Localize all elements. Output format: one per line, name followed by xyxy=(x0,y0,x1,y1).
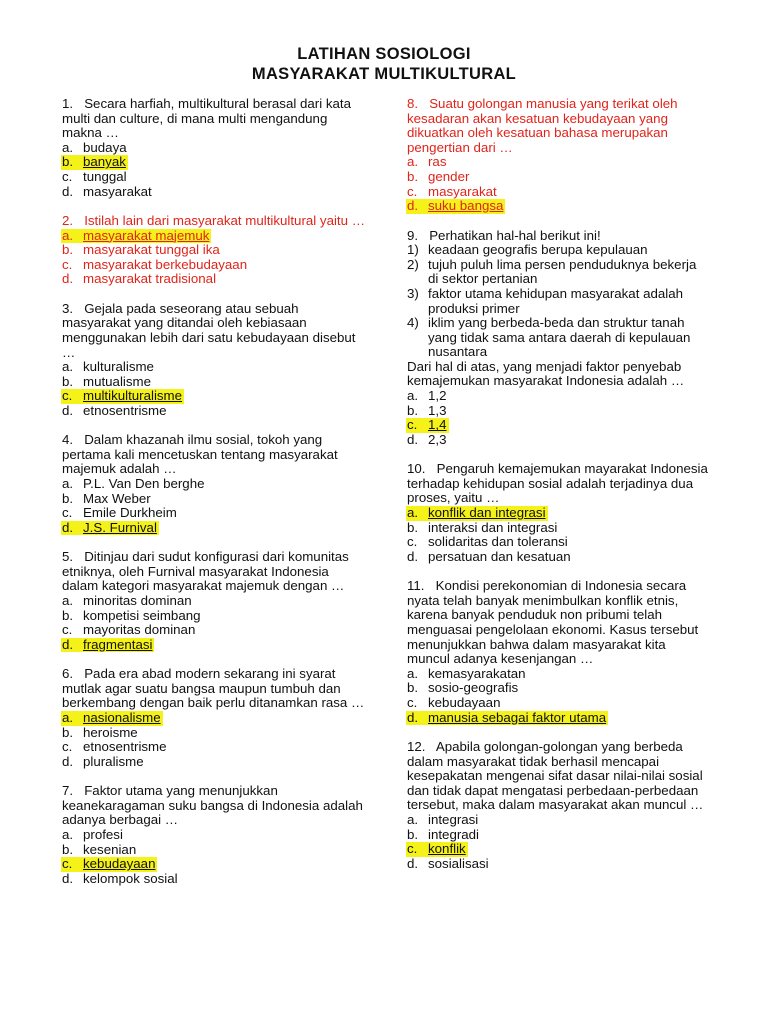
option-text: J.S. Furnival xyxy=(83,519,157,535)
option-text: masyarakat majemuk xyxy=(83,227,210,243)
answer-option xyxy=(62,740,368,755)
statement-text: iklim yang berbeda-beda dan struktur tanah yang tidak sama antara daerah di kepulauan nusantara xyxy=(428,315,691,360)
left-question-column xyxy=(62,97,368,901)
option-text: masyarakat berkebudayaan xyxy=(83,256,248,272)
question-stem xyxy=(62,784,368,828)
option-text: mutualisme xyxy=(83,373,151,389)
option-text: banyak xyxy=(83,154,126,170)
question-item xyxy=(407,740,709,871)
option-text: persatuan dan kesatuan xyxy=(428,548,571,564)
option-text: kelompok sosial xyxy=(83,870,178,886)
question-stem xyxy=(62,302,368,360)
answer-option xyxy=(62,506,368,521)
question-stem xyxy=(407,579,709,667)
option-letter: b. xyxy=(407,826,419,842)
answer-option xyxy=(62,389,368,404)
question-text: Kondisi perekonomian di Indonesia secara nyata telah banyak menimbulkan konflik etnis, karena banyak penduduk non pribumi telah menguasai pengelolaan ekonomi. Kasus tersebut menunjukkan bahwa dalam masyarakat kita muncul adanya kesenjangan … xyxy=(407,578,699,667)
option-text: Max Weber xyxy=(83,490,151,506)
statement-text: tujuh puluh lima persen penduduknya bekerja di sektor pertanian xyxy=(428,256,697,287)
question-text: Pengaruh kemajemukan mayarakat Indonesia terhadap kehidupan sosial adalah terjadinya dua proses, yaitu … xyxy=(407,461,708,506)
question-number: 6. xyxy=(62,666,74,682)
option-text: pluralisme xyxy=(83,753,144,769)
answer-option xyxy=(62,609,368,624)
option-text: sosio-geografis xyxy=(428,680,519,696)
answer-option xyxy=(407,681,709,696)
highlighted-answer xyxy=(61,389,184,404)
highlighted-answer xyxy=(406,506,548,521)
question-item xyxy=(62,667,368,769)
option-letter: b. xyxy=(407,519,419,535)
question-number: 12. xyxy=(407,738,426,754)
statement-text: faktor utama kehidupan masyarakat adalah produksi primer xyxy=(428,285,684,316)
answer-option xyxy=(62,375,368,390)
option-letter: a. xyxy=(62,476,74,492)
option-text: masyarakat tradisional xyxy=(83,271,217,287)
option-letter: d. xyxy=(407,431,419,447)
option-letter: b. xyxy=(407,168,419,184)
option-letter: a. xyxy=(407,505,419,521)
option-text: 1,2 xyxy=(428,388,447,404)
answer-option xyxy=(407,521,709,536)
option-letter: a. xyxy=(407,154,419,170)
answer-option xyxy=(407,185,709,200)
answer-option xyxy=(62,477,368,492)
question-item xyxy=(407,579,709,725)
question-text: Suatu golongan manusia yang terikat oleh kesadaran akan kesatuan kebudayaan yang dikuatkan oleh kesatuan bahasa merupakan pengertian dari … xyxy=(407,96,678,155)
question-text: Gejala pada seseorang atau sebuah masyarakat yang ditandai oleh kebiasaan menggunakan lebih dari satu kebudayaan disebut … xyxy=(62,300,356,360)
option-letter: d. xyxy=(407,709,419,725)
answer-option xyxy=(62,638,368,653)
option-letter: b. xyxy=(62,490,74,506)
question-stem xyxy=(62,97,368,141)
question-text: Dalam khazanah ilmu sosial, tokoh yang pertama kali mencetuskan tentang masyarakat majemuk adalah … xyxy=(62,432,338,477)
answer-option xyxy=(62,828,368,843)
option-letter: b. xyxy=(62,373,74,389)
option-text: masyarakat xyxy=(83,183,152,199)
answer-option xyxy=(407,404,709,419)
document-title: LATIHAN SOSIOLOGI xyxy=(297,45,471,63)
answer-option xyxy=(407,535,709,550)
highlighted-answer xyxy=(61,857,157,872)
option-text: integrasi xyxy=(428,811,479,827)
answer-option xyxy=(62,360,368,375)
option-text: kebudayaan xyxy=(83,856,156,872)
answer-option xyxy=(407,199,709,214)
answer-option xyxy=(407,711,709,726)
highlighted-answer xyxy=(61,711,163,726)
option-letter: a. xyxy=(407,665,419,681)
answer-option xyxy=(407,842,709,857)
question-stem xyxy=(62,550,368,594)
option-text: manusia sebagai faktor utama xyxy=(428,709,607,725)
answer-option xyxy=(62,272,368,287)
option-text: masyarakat xyxy=(428,183,497,199)
option-letter: d. xyxy=(62,402,74,418)
answer-option xyxy=(62,141,368,156)
option-text: fragmentasi xyxy=(83,636,153,652)
question-stem xyxy=(407,97,709,155)
question-number: 11. xyxy=(407,578,425,594)
option-text: integradi xyxy=(428,826,480,842)
question-number: 7. xyxy=(62,783,74,799)
question-number: 1. xyxy=(62,96,74,111)
statement-item xyxy=(407,243,709,258)
answer-option xyxy=(407,667,709,682)
answer-option xyxy=(407,828,709,843)
question-item xyxy=(62,97,368,199)
option-letter: d. xyxy=(62,870,74,886)
option-letter: a. xyxy=(62,227,74,243)
option-letter: a. xyxy=(62,593,74,608)
option-text: kebudayaan xyxy=(428,694,501,710)
answer-option xyxy=(407,433,709,448)
answer-option xyxy=(62,726,368,741)
option-letter: a. xyxy=(62,139,74,155)
option-text: P.L. Van Den berghe xyxy=(83,476,205,492)
option-letter: d. xyxy=(62,519,74,535)
option-text: 1,3 xyxy=(428,402,447,418)
option-letter: b. xyxy=(62,154,74,170)
option-text: gender xyxy=(428,168,470,184)
answer-option xyxy=(62,229,368,244)
option-text: kemasyarakatan xyxy=(428,665,526,681)
option-letter: d. xyxy=(62,753,74,769)
question-item xyxy=(407,97,709,214)
option-text: multikulturalisme xyxy=(83,388,183,404)
option-text: solidaritas dan toleransi xyxy=(428,534,568,550)
option-letter: a. xyxy=(62,359,74,375)
question-item xyxy=(62,784,368,886)
question-text: Pada era abad modern sekarang ini syarat mutlak agar suatu bangsa maupun tumbuh dan berkembang dengan baik perlu ditanamkan rasa … xyxy=(62,666,365,711)
highlighted-answer xyxy=(406,199,505,214)
option-letter: c. xyxy=(407,841,418,857)
statement-number: 3) xyxy=(407,285,419,301)
option-letter: c. xyxy=(62,168,73,184)
question-number: 10. xyxy=(407,461,426,477)
answer-option xyxy=(407,696,709,711)
answer-option xyxy=(62,594,368,609)
option-letter: a. xyxy=(62,826,74,842)
question-text: Ditinjau dari sudut konfigurasi dari komunitas etniknya, oleh Furnival masyarakat Indonesia dalam kategori masyarakat majemuk dengan … xyxy=(62,549,349,594)
answer-option xyxy=(62,711,368,726)
answer-option xyxy=(62,185,368,200)
question-text: Istilah lain dari masyarakat multikultural yaitu … xyxy=(84,212,366,228)
question-number: 9. xyxy=(407,227,419,243)
option-letter: c. xyxy=(407,183,418,199)
option-letter: c. xyxy=(62,388,73,404)
question-stem xyxy=(407,740,709,813)
question-item xyxy=(62,214,368,287)
option-text: sosialisasi xyxy=(428,855,489,871)
question-text: Apabila golongan-golongan yang berbeda dalam masyarakat tidak berhasil mencapai kesepakatan mengenai sifat dasar nilai-nilai sosial dan tidak dapat mengatasi perbedaan-perbedaan tersebut, maka dalam masyarakat akan muncul … xyxy=(407,738,704,813)
question-item xyxy=(62,433,368,535)
option-letter: c. xyxy=(62,856,73,872)
answer-option xyxy=(62,857,368,872)
option-text: profesi xyxy=(83,826,123,842)
option-letter: b. xyxy=(62,841,74,857)
option-text: 2,3 xyxy=(428,431,447,447)
highlighted-answer xyxy=(61,155,128,170)
answer-option xyxy=(62,623,368,638)
statement-number: 2) xyxy=(407,256,419,272)
answer-option xyxy=(407,813,709,828)
option-text: mayoritas dominan xyxy=(83,622,196,638)
option-text: minoritas dominan xyxy=(83,593,192,608)
question-text: Secara harfiah, multikultural berasal dari kata multi dan culture, di mana multi mengandung makna … xyxy=(62,96,351,141)
answer-option xyxy=(62,404,368,419)
option-letter: c. xyxy=(407,417,418,433)
option-letter: d. xyxy=(407,198,419,214)
question-item xyxy=(407,462,709,564)
statement-number: 4) xyxy=(407,315,419,331)
answer-option xyxy=(62,155,368,170)
answer-option xyxy=(62,521,368,536)
highlighted-answer xyxy=(406,842,468,857)
question-item xyxy=(62,302,368,419)
answer-option xyxy=(62,755,368,770)
question-text: Faktor utama yang menunjukkan keanekaragaman suku bangsa di Indonesia adalah adanya berbagai … xyxy=(62,783,363,828)
option-text: kompetisi seimbang xyxy=(83,607,201,623)
option-text: tunggal xyxy=(83,168,127,184)
option-letter: d. xyxy=(62,271,74,287)
option-letter: c. xyxy=(407,694,418,710)
highlighted-answer xyxy=(61,229,211,244)
answer-option xyxy=(407,389,709,404)
option-text: heroisme xyxy=(83,724,138,740)
option-letter: b. xyxy=(62,607,74,623)
answer-option xyxy=(62,243,368,258)
option-letter: c. xyxy=(62,505,73,521)
option-letter: d. xyxy=(407,548,419,564)
statement-number: 1) xyxy=(407,242,419,258)
option-letter: c. xyxy=(62,256,73,272)
option-letter: a. xyxy=(62,709,74,725)
question-text: Perhatikan hal-hal berikut ini! xyxy=(429,227,601,243)
question-number: 3. xyxy=(62,300,74,316)
question-number: 2. xyxy=(62,212,74,228)
option-text: etnosentrisme xyxy=(83,739,167,755)
question-number: 4. xyxy=(62,432,74,448)
option-text: budaya xyxy=(83,139,127,155)
statement-item xyxy=(407,316,709,360)
document-subtitle: MASYARAKAT MULTIKULTURAL xyxy=(251,65,517,83)
answer-option xyxy=(407,550,709,565)
option-letter: b. xyxy=(407,680,419,696)
answer-option xyxy=(62,258,368,273)
question-number: 5. xyxy=(62,549,74,565)
option-letter: d. xyxy=(62,636,74,652)
answer-option xyxy=(407,857,709,872)
answer-option xyxy=(407,170,709,185)
option-text: konflik dan integrasi xyxy=(428,505,546,521)
statement-item xyxy=(407,287,709,316)
option-letter: d. xyxy=(62,183,74,199)
question-number: 8. xyxy=(407,96,419,111)
option-letter: a. xyxy=(407,811,419,827)
highlighted-answer xyxy=(61,521,159,536)
question-stem xyxy=(407,229,709,244)
answer-option xyxy=(407,418,709,433)
answer-option xyxy=(407,506,709,521)
question-stem xyxy=(407,462,709,506)
answer-option xyxy=(62,843,368,858)
option-text: masyarakat tunggal ika xyxy=(83,242,220,258)
option-text: nasionalisme xyxy=(83,709,161,725)
answer-option xyxy=(62,170,368,185)
question-item xyxy=(407,229,709,448)
option-text: Emile Durkheim xyxy=(83,505,177,521)
statement-text: keadaan geografis berupa kepulauan xyxy=(428,242,648,258)
option-letter: a. xyxy=(407,388,419,404)
statement-item xyxy=(407,258,709,287)
highlighted-answer xyxy=(406,418,449,433)
question-stem xyxy=(62,433,368,477)
answer-option xyxy=(62,872,368,887)
option-text: etnosentrisme xyxy=(83,402,167,418)
option-letter: b. xyxy=(407,402,419,418)
answer-option xyxy=(62,492,368,507)
option-letter: d. xyxy=(407,855,419,871)
question-prompt: Dari hal di atas, yang menjadi faktor penyebab kemajemukan masyarakat Indonesia adalah … xyxy=(407,358,685,389)
question-stem xyxy=(62,214,368,229)
option-text: kesenian xyxy=(83,841,137,857)
highlighted-answer xyxy=(61,638,154,653)
highlighted-answer xyxy=(406,711,608,726)
answer-option xyxy=(407,155,709,170)
option-text: suku bangsa xyxy=(428,198,504,214)
option-letter: b. xyxy=(62,724,74,740)
right-question-column xyxy=(407,97,709,886)
option-text: konflik xyxy=(428,841,466,857)
option-text: kulturalisme xyxy=(83,359,154,375)
option-letter: c. xyxy=(62,622,73,638)
option-text: ras xyxy=(428,154,447,170)
option-text: 1,4 xyxy=(428,417,447,433)
option-letter: c. xyxy=(407,534,418,550)
question-stem xyxy=(62,667,368,711)
option-letter: c. xyxy=(62,739,73,755)
option-letter: b. xyxy=(62,242,74,258)
question-item xyxy=(62,550,368,652)
option-text: interaksi dan integrasi xyxy=(428,519,558,535)
